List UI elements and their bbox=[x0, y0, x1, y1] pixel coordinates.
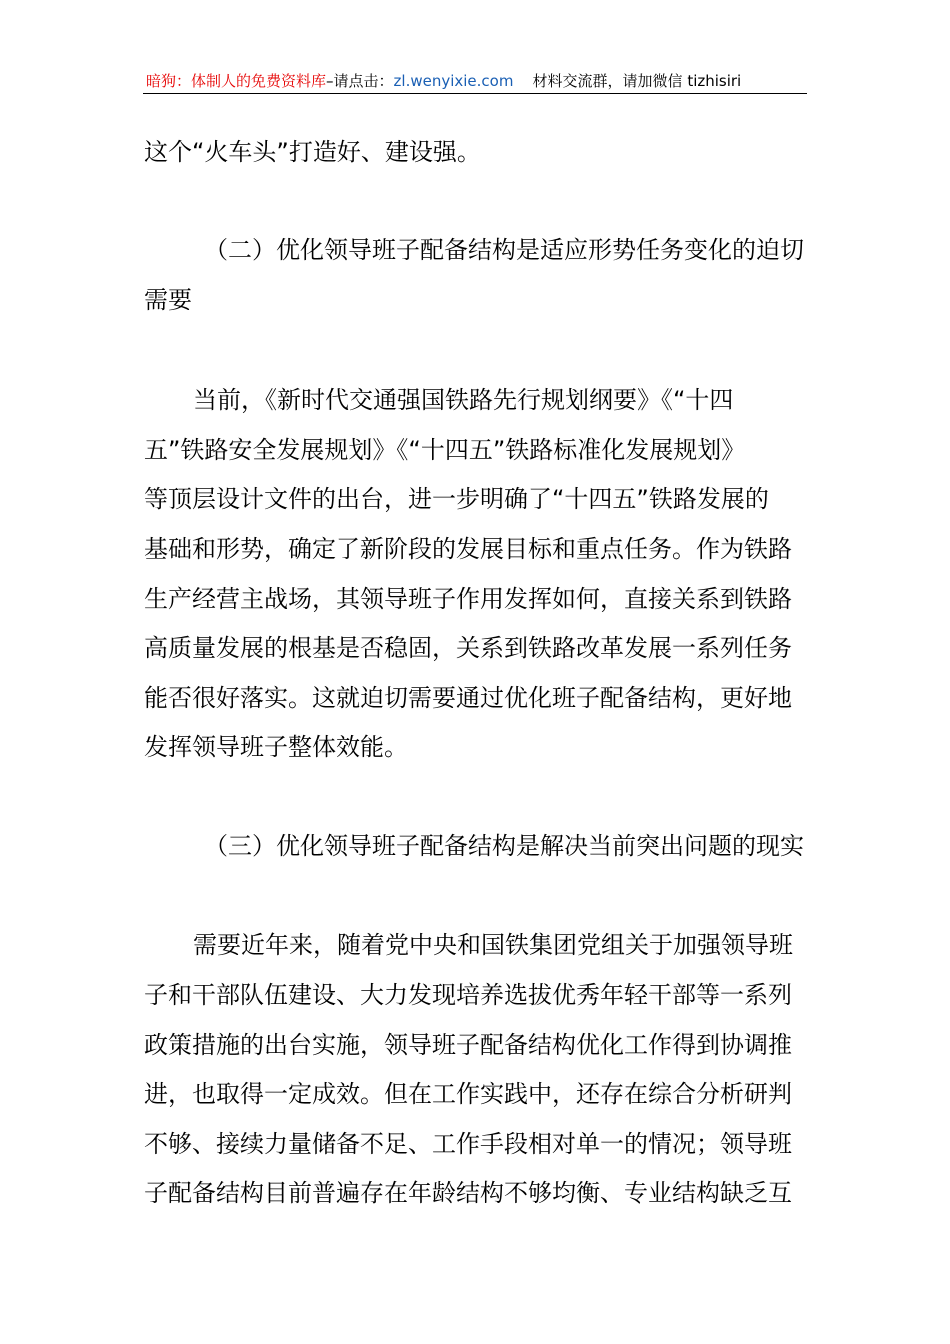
section-two-heading-line1: （二）优化领导班子配备结构是适应形势任务变化的迫切 bbox=[204, 236, 804, 264]
paragraph-line: 当前，《新时代交通强国铁路先行规划纲要》《“十四 bbox=[193, 386, 734, 414]
paragraph-line: 等顶层设计文件的出台，进一步明确了“十四五”铁路发展的 bbox=[144, 485, 769, 513]
header-site-name: 暗狗：体制人的免费资料库 bbox=[146, 72, 327, 90]
paragraph-line: 子配备结构目前普遍存在年龄结构不够均衡、专业结构缺乏互 bbox=[144, 1179, 792, 1207]
header-url-link[interactable]: zl.wenyixie.com bbox=[393, 72, 514, 90]
intro-line: 这个“火车头”打造好、建设强。 bbox=[144, 138, 481, 166]
paragraph-line: 需要近年来，随着党中央和国铁集团党组关于加强领导班 bbox=[193, 931, 793, 959]
paragraph-line: 子和干部队伍建设、大力发现培养选拔优秀年轻干部等一系列 bbox=[144, 981, 792, 1009]
paragraph-line: 高质量发展的根基是否稳固，关系到铁路改革发展一系列任务 bbox=[144, 634, 792, 662]
paragraph-line: 政策措施的出台实施，领导班子配备结构优化工作得到协调推 bbox=[144, 1031, 792, 1059]
header-group-text: 材料交流群，请加微信 tizhisiri bbox=[532, 72, 742, 90]
paragraph-line: 五”铁路安全发展规划》《“十四五”铁路标准化发展规划》 bbox=[144, 436, 746, 464]
header-divider bbox=[143, 93, 807, 94]
header-click-prompt: –请点击： bbox=[326, 72, 394, 90]
page-header bbox=[146, 70, 808, 92]
paragraph-line: 发挥领导班子整体效能。 bbox=[144, 733, 408, 761]
paragraph-line: 进，也取得一定成效。但在工作实践中，还存在综合分析研判 bbox=[144, 1080, 792, 1108]
paragraph-line: 基础和形势，确定了新阶段的发展目标和重点任务。作为铁路 bbox=[144, 535, 792, 563]
section-three-heading: （三）优化领导班子配备结构是解决当前突出问题的现实 bbox=[204, 832, 804, 860]
paragraph-line: 生产经营主战场，其领导班子作用发挥如何，直接关系到铁路 bbox=[144, 585, 792, 613]
paragraph-line: 不够、接续力量储备不足、工作手段相对单一的情况；领导班 bbox=[144, 1130, 792, 1158]
section-two-heading-line2: 需要 bbox=[144, 286, 192, 314]
paragraph-line: 能否很好落实。这就迫切需要通过优化班子配备结构，更好地 bbox=[144, 684, 792, 712]
